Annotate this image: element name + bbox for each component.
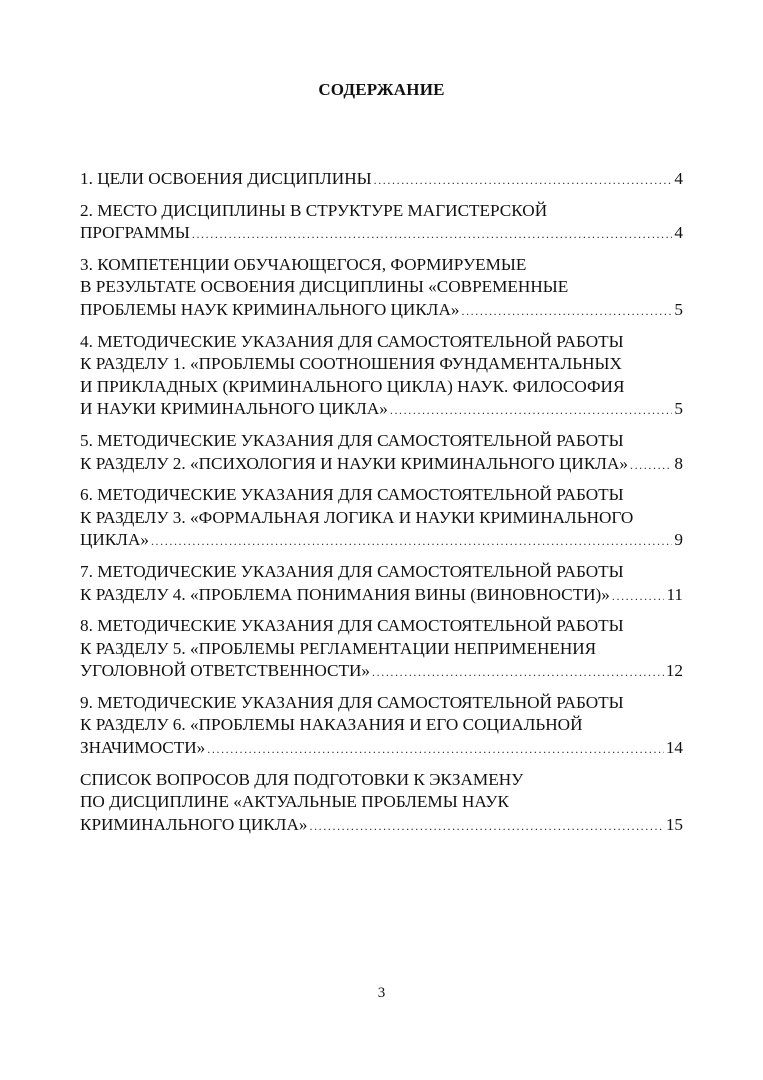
toc-entry-last-line [80, 299, 683, 323]
toc-entry-last-line [80, 737, 683, 761]
table-of-contents [80, 168, 683, 845]
toc-page-number: 14 [665, 738, 683, 758]
toc-entry-text: ПРОБЛЕМЫ НАУК КРИМИНАЛЬНОГО ЦИКЛА» [80, 299, 460, 319]
toc-entry-text: ЦИКЛА» [80, 530, 149, 550]
toc-entry-1[interactable] [80, 168, 683, 192]
page-title: СОДЕРЖАНИЕ [318, 80, 445, 99]
dot-leader [207, 738, 664, 761]
toc-entry-7[interactable] [80, 561, 683, 607]
toc-entry-text: И НАУКИ КРИМИНАЛЬНОГО ЦИКЛА» [80, 399, 388, 419]
dot-leader [374, 169, 673, 192]
dot-leader [612, 585, 665, 608]
toc-entry-line: 9. МЕТОДИЧЕСКИЕ УКАЗАНИЯ ДЛЯ САМОСТОЯТЕЛЬНОЙ РАБОТЫ [80, 692, 624, 712]
toc-entry-line: И ПРИКЛАДНЫХ (КРИМИНАЛЬНОГО ЦИКЛА) НАУК. ФИЛОСОФИЯ [80, 376, 625, 396]
toc-entry-line: 3. КОМПЕТЕНЦИИ ОБУЧАЮЩЕГОСЯ, ФОРМИРУЕМЫЕ [80, 254, 527, 274]
toc-entry-last-line [80, 222, 683, 246]
toc-entry-line: 4. МЕТОДИЧЕСКИЕ УКАЗАНИЯ ДЛЯ САМОСТОЯТЕЛЬНОЙ РАБОТЫ [80, 331, 624, 351]
toc-entry-last-line [80, 814, 683, 838]
dot-leader [630, 454, 672, 477]
toc-entry-last-line [80, 660, 683, 684]
toc-entry-5[interactable] [80, 430, 683, 476]
dot-leader [309, 815, 663, 838]
toc-page-number: 5 [674, 299, 683, 319]
toc-entry-line: ПО ДИСЦИПЛИНЕ «АКТУАЛЬНЫЕ ПРОБЛЕМЫ НАУК [80, 792, 509, 812]
toc-entry-line: К РАЗДЕЛУ 3. «ФОРМАЛЬНАЯ ЛОГИКА И НАУКИ КРИМИНАЛЬНОГО [80, 507, 634, 527]
toc-page-number: 4 [674, 223, 683, 243]
toc-entry-text: К РАЗДЕЛУ 2. «ПСИХОЛОГИЯ И НАУКИ КРИМИНАЛЬНОГО ЦИКЛА» [80, 453, 628, 473]
toc-entry-3[interactable] [80, 254, 683, 323]
toc-page-number: 4 [674, 169, 683, 188]
toc-entry-line: 5. МЕТОДИЧЕСКИЕ УКАЗАНИЯ ДЛЯ САМОСТОЯТЕЛЬНОЙ РАБОТЫ [80, 430, 624, 450]
toc-entry-line: К РАЗДЕЛУ 1. «ПРОБЛЕМЫ СООТНОШЕНИЯ ФУНДАМЕНТАЛЬНЫХ [80, 354, 622, 374]
toc-entry-text: К РАЗДЕЛУ 4. «ПРОБЛЕМА ПОНИМАНИЯ ВИНЫ (ВИНОВНОСТИ)» [80, 584, 610, 604]
toc-page-number: 15 [665, 814, 683, 834]
toc-entry-8[interactable] [80, 615, 683, 684]
toc-entry-line: 2. МЕСТО ДИСЦИПЛИНЫ В СТРУКТУРЕ МАГИСТЕРСКОЙ [80, 200, 548, 220]
toc-entry-line: СПИСОК ВОПРОСОВ ДЛЯ ПОДГОТОВКИ К ЭКЗАМЕНУ [80, 769, 524, 789]
toc-entry-line: В РЕЗУЛЬТАТЕ ОСВОЕНИЯ ДИСЦИПЛИНЫ «СОВРЕМЕННЫЕ [80, 277, 569, 297]
dot-leader [372, 661, 664, 684]
toc-entry-9[interactable] [80, 692, 683, 761]
dot-leader [151, 530, 672, 553]
toc-entry-text: КРИМИНАЛЬНОГО ЦИКЛА» [80, 814, 308, 834]
dot-leader [390, 399, 673, 422]
toc-entry-line: К РАЗДЕЛУ 6. «ПРОБЛЕМЫ НАКАЗАНИЯ И ЕГО СОЦИАЛЬНОЙ [80, 715, 583, 735]
page-number: 3 [377, 985, 386, 1001]
toc-entry-text: ПРОГРАММЫ [80, 223, 190, 243]
toc-entry-10[interactable] [80, 769, 683, 838]
toc-page-number: 5 [674, 399, 683, 419]
toc-page-number: 12 [665, 661, 683, 681]
toc-entry-text: 1. ЦЕЛИ ОСВОЕНИЯ ДИСЦИПЛИНЫ [80, 169, 372, 188]
toc-entry-last-line [80, 584, 683, 608]
toc-entry-line: 6. МЕТОДИЧЕСКИЕ УКАЗАНИЯ ДЛЯ САМОСТОЯТЕЛЬНОЙ РАБОТЫ [80, 485, 624, 505]
toc-entry-last-line [80, 529, 683, 553]
toc-entry-last-line [80, 453, 683, 477]
toc-entry-line: 7. МЕТОДИЧЕСКИЕ УКАЗАНИЯ ДЛЯ САМОСТОЯТЕЛЬНОЙ РАБОТЫ [80, 561, 624, 581]
toc-entry-6[interactable] [80, 484, 683, 553]
toc-entry-last-line [80, 398, 683, 422]
toc-page-number: 8 [674, 453, 683, 473]
toc-page-number: 9 [674, 530, 683, 550]
toc-page-number: 11 [666, 584, 683, 604]
dot-leader [461, 300, 672, 323]
toc-entry-2[interactable] [80, 200, 683, 246]
toc-entry-text: ЗНАЧИМОСТИ» [80, 738, 206, 758]
toc-entry-last-line [80, 168, 683, 192]
toc-entry-4[interactable] [80, 331, 683, 422]
dot-leader [192, 223, 673, 246]
toc-entry-line: К РАЗДЕЛУ 5. «ПРОБЛЕМЫ РЕГЛАМЕНТАЦИИ НЕПРИМЕНЕНИЯ [80, 638, 597, 658]
toc-entry-text: УГОЛОВНОЙ ОТВЕТСТВЕННОСТИ» [80, 661, 371, 681]
toc-entry-line: 8. МЕТОДИЧЕСКИЕ УКАЗАНИЯ ДЛЯ САМОСТОЯТЕЛЬНОЙ РАБОТЫ [80, 616, 624, 636]
